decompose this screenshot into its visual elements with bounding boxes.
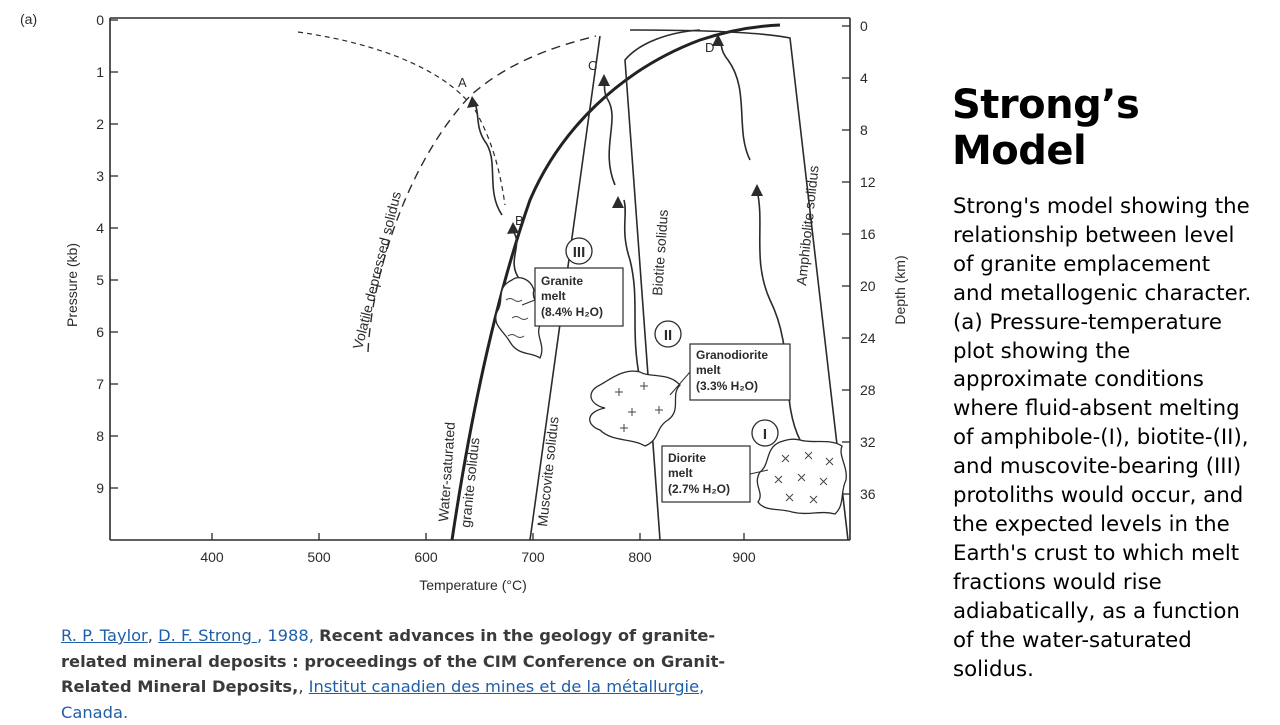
y-left-tick: 4 xyxy=(96,220,104,236)
y-right-tick: 36 xyxy=(860,486,876,502)
melt-ii-upper-path xyxy=(604,80,615,185)
y-left-tick: 8 xyxy=(96,428,104,444)
y-right-tick: 24 xyxy=(860,330,876,346)
granite-melt-line2: melt xyxy=(541,289,566,303)
slide-description: Strong's model showing the relationship between level of granite emplacement and metallogenic character. (a) Pressure-temperature plot showing the approximate conditions where fluid-absent melting of amphibole-(I), biotite-(II), and muscovite-bearing (III) protoliths would occur, and the expected levels in the Earth's crust to which melt fractions would rise adiabatically, as a function of the water-saturated solidus. xyxy=(953,194,1252,682)
volatile-solidus-label: Volatile depressed solidus xyxy=(349,189,405,351)
granite-melt-line3: (8.4% H₂O) xyxy=(541,305,604,319)
y-left-tick: 6 xyxy=(96,324,104,340)
granodiorite-melt-line1: Granodiorite xyxy=(696,348,769,362)
slide-title: Strong’s Model xyxy=(952,82,1140,174)
citation-author-strong-link[interactable]: D. F. Strong xyxy=(158,626,257,645)
granodiorite-melt-line2: melt xyxy=(696,363,721,377)
melt-i-path xyxy=(757,190,800,440)
melt-i-upper-path xyxy=(720,40,750,160)
y-right-tick: 4 xyxy=(860,70,868,86)
y-left-tick: 1 xyxy=(96,64,104,80)
arrow-head xyxy=(598,74,610,86)
panel-label: (a) xyxy=(20,11,38,27)
citation-country: Canada. xyxy=(61,702,129,722)
y-left-tick: 2 xyxy=(96,116,104,132)
water-saturated-label-1: Water-saturated xyxy=(435,421,458,523)
biotite-solidus-label: Biotite solidus xyxy=(649,208,672,297)
right-axis-tick-labels xyxy=(860,18,876,502)
point-label-d: D xyxy=(705,40,715,55)
citation-author-taylor-link[interactable]: R. P. Taylor xyxy=(61,626,148,645)
citation xyxy=(61,623,761,725)
citation-publisher-link[interactable]: Institut canadien des mines et de la métallurgie xyxy=(308,677,700,696)
y-right-tick: 20 xyxy=(860,278,876,294)
y-left-tick: 9 xyxy=(96,480,104,496)
melt-iii-upper-path xyxy=(474,102,502,215)
y-left-tick: 7 xyxy=(96,376,104,392)
point-label-c: C xyxy=(588,58,598,73)
y-left-tick: 5 xyxy=(96,272,104,288)
melt-iii-numeral: III xyxy=(572,244,586,261)
y-right-tick: 32 xyxy=(860,434,876,450)
granodiorite-melt-blob xyxy=(590,371,680,446)
citation-separator: , xyxy=(298,677,309,696)
y-left-tick: 3 xyxy=(96,168,104,184)
y-right-tick: 16 xyxy=(860,226,876,242)
y-right-tick: 8 xyxy=(860,122,868,138)
left-axis-ticks xyxy=(110,20,118,488)
bottom-axis-tick-labels xyxy=(200,549,756,565)
x-tick: 700 xyxy=(521,549,545,565)
x-tick: 600 xyxy=(414,549,438,565)
diorite-melt-line1: Diorite xyxy=(668,451,707,465)
arrow-heads xyxy=(467,34,763,234)
melt-ii-numeral: II xyxy=(663,327,673,344)
arrow-head xyxy=(612,196,624,208)
muscovite-solidus-label: Muscovite solidus xyxy=(534,415,562,528)
citation-year: , 1988, xyxy=(256,626,320,645)
citation-separator: , xyxy=(147,626,159,645)
bottom-axis-ticks xyxy=(212,533,744,540)
y-left-tick: 0 xyxy=(96,12,104,28)
upper-dashed-curve xyxy=(298,32,505,205)
x-axis-title: Temperature (°C) xyxy=(419,577,527,593)
x-tick: 500 xyxy=(307,549,331,565)
water-saturated-label-2: granite solidus xyxy=(457,436,483,529)
melt-i-numeral: I xyxy=(762,426,768,443)
y-left-axis-title: Pressure (kb) xyxy=(64,242,80,328)
amphibolite-solidus-label: Amphibolite solidus xyxy=(793,164,822,287)
citation-separator: , xyxy=(699,677,705,696)
x-tick: 400 xyxy=(200,549,224,565)
right-axis-ticks xyxy=(842,26,850,494)
x-tick: 900 xyxy=(732,549,756,565)
granodiorite-melt-line3: (3.3% H₂O) xyxy=(696,379,759,393)
arrow-head xyxy=(751,184,763,196)
x-tick: 800 xyxy=(628,549,652,565)
diorite-melt-line3: (2.7% H₂O) xyxy=(668,482,731,496)
y-right-axis-title: Depth (km) xyxy=(892,255,908,325)
y-right-tick: 12 xyxy=(860,174,876,190)
granite-melt-line1: Granite xyxy=(541,274,584,288)
y-right-tick: 28 xyxy=(860,382,876,398)
left-axis-tick-labels xyxy=(96,12,104,496)
point-label-b: B xyxy=(515,213,524,228)
y-right-tick: 0 xyxy=(860,18,868,34)
citation-title: Recent advances in the geology of granite-related mineral deposits : proceedings of the CIM Conference on Granit-Related Mineral Deposits, xyxy=(61,626,726,696)
diorite-melt-line2: melt xyxy=(668,466,693,480)
point-label-a: A xyxy=(458,75,467,90)
